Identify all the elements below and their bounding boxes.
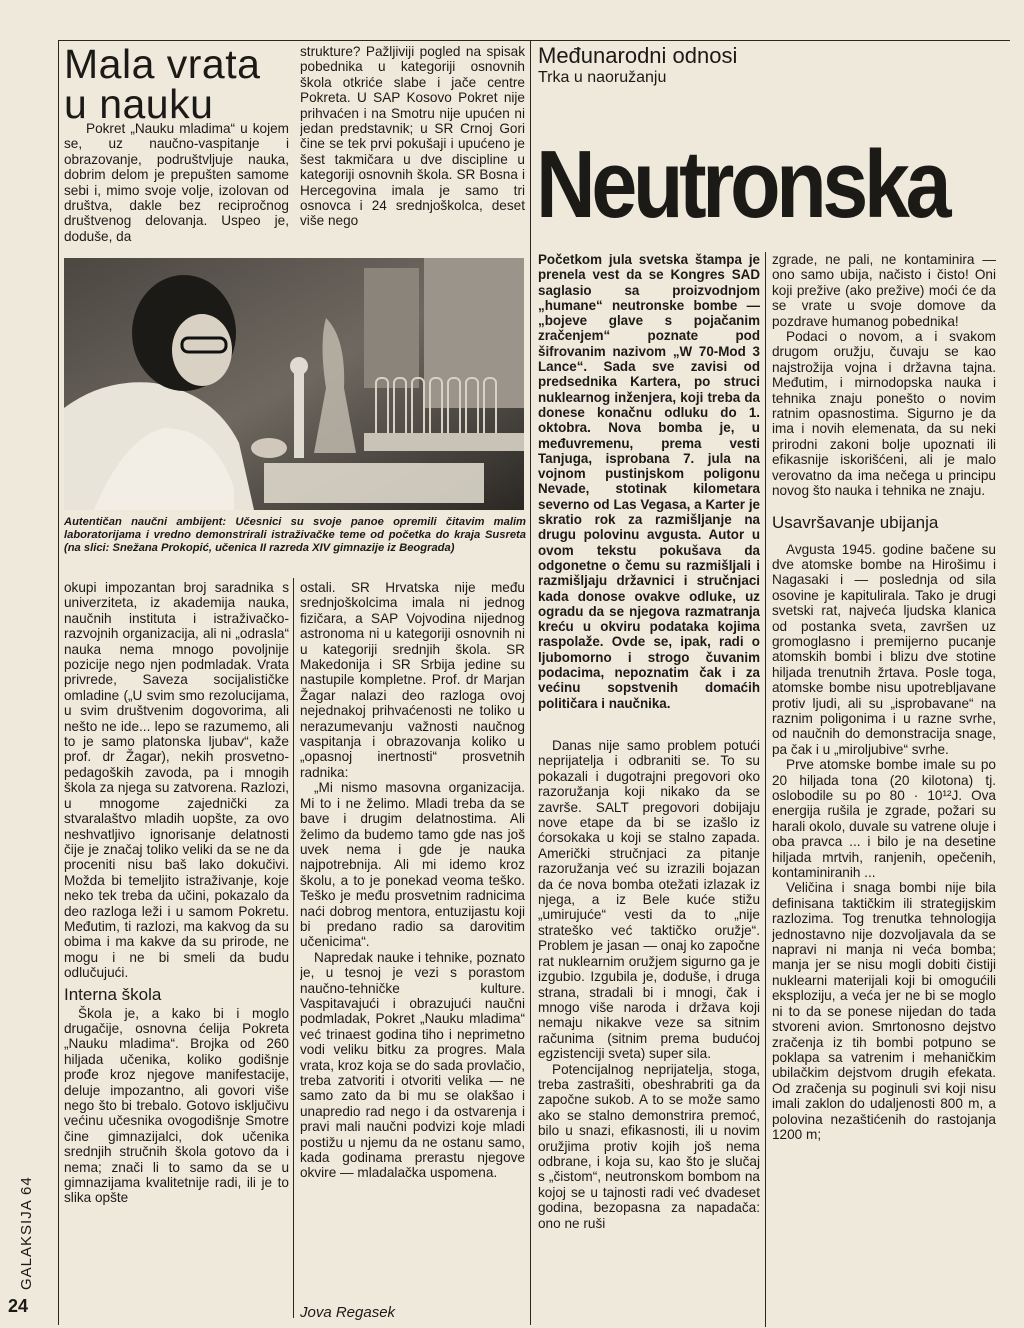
article-intro: [64, 121, 289, 251]
col4-paragraph-4: Prve atomske bombe imale su po 20 hiljada tona (20 kilotona) tj. oslobodile su po 80 · 10¹²J. Ova energija rušila je zgrade, požari su harali okolo, duvale su vatrene oluje i oba pravca ... i bilo je na desetine hiljada mrtvih, ranjenih, opečenih, kontaminiranih ...: [772, 757, 996, 881]
subsection-title: Trka u naoružanju: [538, 69, 667, 86]
column-rule: [293, 578, 294, 1318]
author-byline: Jova Regasek: [300, 1304, 396, 1321]
col2-top-paragraph: strukture? Pažljiviji pogled na spisak pobednika u kategoriji osnovnih škola otkriće slabe i jače centre Pokreta. U SAP Kosovo Pokret nije prihvaćen i na Smotru nije upućen ni jedan predstavnik; u SR Crnoj Gori čine se tek prvi pokušaji i upućeno je šest takmičara u dve discipline u kategoriji osnovnih škola. SR Bosna i Hercegovina imala je samo tri osnovca i 24 srednjoškolca, deset više nego: [300, 44, 525, 229]
col3-body: [538, 738, 760, 1324]
col4-paragraph-2: Podaci o novom, a i svakom drugom oružju, čuvaju se kao najstrožija vojna i državna tajna. Međutim, i mirnodopska nauka i tehnika znaju ponešto o novim ratnim opasnostima. Sigurno je da ima i novih elemenata, da su neki prirodni zakoni bolje upoznati ili efikasnije iskorišćeni, ali je malo verovatno da ima nečega u principu novog što nauka i tehnika ne znaju.: [772, 329, 996, 499]
col2-paragraph-1: ostali. SR Hrvatska nije među srednjoškolcima imala ni jednog fizičara, a SAP Vojvodina nijednog astronoma ni u kategoriji osnovnih ni u kategoriji srednjih škola. SR Makedonija i SR Srbija jedine su nastupile kompletne. Prof. dr Marjan Žagar nalazi deo razloga ovoj nejednakoj prihvaćenosti ne toliko u nerazumevanju važnosti naučnog vaspitanja i obrazovanja koliko u „opasnoj inertnosti“ prosvetnih radnika:: [300, 580, 525, 780]
col1-paragraph-2: Škola je, a kako bi i moglo drugačije, osnovna ćelija Pokreta „Nauku mladima“. Brojka od 260 hiljada učenika, koliko godišnje prođe kroz njegove manifestacije, deluje impozantno, ali govori više nego što bi trebalo. Gotovo isključivu većinu učesnika ovogodišnje Smotre čine gimnazijalci, dok učenika srednjih stručnih škola gotovo da i nema; znači li to samo da se u gimnazijama kvalitetnije radi, ili je to slika opšte: [64, 1005, 289, 1206]
col3-paragraph-1: Danas nije samo problem potući neprijatelja i odbraniti se. To su pokazali i dugotrajni pregovori oko razoružanja koji nikako da se završe. SALT pregovori dobijaju nove etape da bi se izašlo iz ćorsokaka u koji se stalno zapada. Američki stručnjaci za pitanje razoružanja već su izrazili bojazan da će nova bomba otežati izlazak iz njega, a iz Bele kuće stižu „umirujuće“ vesti da to „nije strateško već taktičko oružje“. Problem je jasan — onaj ko započne rat nuklearnim oružjem sigurno ga je izgubio. Izgubila je, doduše, i druga strana, stradali bi i mnogi, čak i mnogo više naroda i država koji nemaju nikakve veze sa sitnim računima (sitnim prema budućoj egzistenciji sveta) super sila.: [538, 738, 760, 1062]
col1-body: [64, 580, 289, 1324]
column-rule: [765, 252, 766, 1327]
col4-paragraph-5: Veličina i snaga bombi nije bila definisana taktičkim ili strategijskim razlozima. Tog trenutka tehnologija jednostavno nije dozvoljavala da se napravi ni manja ni veća bomba; manja jer se nisu mogli dobiti čistiji nuklearni materijali koji bi omogućili eksploziju, a veća jer ne bi se moglo ni to da se ponese nijedan do tada stvoreni avion. Smrtonosno dejstvo zračenja iz tih bombi potpuno se poklapa sa vatrenim i mehaničkim ubilačkim dejstvom drugih efekata. Od zračenja su poginuli svi koji nisu imali zaklon do udaljenosti 800 m, a polovina nezaštićenih do rastojanja 1200 m;: [772, 880, 996, 1142]
column-rule: [530, 40, 531, 1325]
col2-body: [300, 580, 525, 1300]
headline-neutronska: Neutronska: [536, 131, 948, 238]
col1-paragraph-1: okupi impozantan broj saradnika s univerziteta, iz akademija nauka, naučnih instituta i istraživačko-razvojnih organizacija, ali ni „odrasla“ nauka nema mnogo povoljnije pozicije nego njen podmladak. Vrata privrede, Saveza socijalističke omladine („U svim smo rezolucijama, u svim društvenim dogovorima, ali nešto ne ide... lepo se razumemo, ali to je samo platonska ljubav“, kaže prof. dr Žagar), nekih prosvetno-pedagoških zavoda, pa i mnogih škola za njega su zatvorena. Razlozi, u mnogome zajednički za stvaralaštvo mladih uopšte, za ovo neshvatljivo ignorisanje delatnosti čije je značaj toliko veliki da se ne da proceniti nisu baš lako dokučivi. Možda bi temeljito istraživanje, koje neko tek treba da učini, pokazalo da deo razloga leži i u samom Pokretu. Međutim, ti razlozi, ma kakvog da su obima i ma kakve da su prirode, ne mogu i ne bi smeli da budu odlučujući.: [64, 580, 289, 981]
article-title-line1: Mala vrata: [64, 41, 261, 87]
lab-photo: [64, 258, 524, 510]
section-title: Međunarodni odnosi: [538, 43, 738, 68]
intro-paragraph: Pokret „Nauku mladima“ u kojem se, uz naučno-vaspitanje i obrazovanje, podruštvljuje nauka, dobrim delom je prepušten samome sebi i, mimo svoje volje, izolovan od društva, dakle bez recipročnog društvenog delovanja. Uspeo je, doduše, da: [64, 121, 289, 244]
page-number: 24: [8, 1296, 29, 1316]
lab-photo-image: [64, 258, 524, 510]
article-lead: Početkom jula svetska štampa je prenela vest da se Kongres SAD saglasio sa proizvodnjom „humane“ neutronske bombe — „bojeve glave s pojačanim zračenjem“ poznate pod šifrovanim nazivom „W 70-Mod 3 Lance“. Sada sve zavisi od predsednika Kartera, po struci nuklearnog inženjera, koji treba da donese konačnu odluku do 1. oktobra. Nova bomba je, u međuvremenu, prema vesti Tanjuga, isprobana 7. jula na vojnom pustinjskom poligonu Nevade, stotinak kilometara severno od Las Vegasa, a Karter je skratio rok za razmišljanje na drugu polovinu avgusta. Autor u ovom tekstu pokušava da odgonetne o čemu su razmišljali i razmišljaju državnici i stručnjaci kada donose ovakve odluke, uz ogradu da se njegova razmatranja kreću u okviru podataka kojima raspolaže. Ovde se, ipak, radi o ljubomorno i strogo čuvanim podacima, nepoznatim čak i za većinu sopstvenih domaćih političara i naučnika.: [538, 252, 760, 711]
subhead-interna-skola: Interna škola: [64, 984, 162, 1004]
col4-paragraph-1: zgrade, ne pali, ne kontaminira — ono samo ubija, načisto i čisto! Oni koji prežive (ako preživе) moći će da se vrate u svoje domove da pozdrave humanog pobednika!: [772, 252, 996, 329]
column-rule: [58, 40, 59, 1325]
article-title-line2: u nauku: [64, 81, 214, 127]
magazine-name-vertical: GALAKSIJA 64: [18, 1176, 35, 1290]
col2-top-text: [300, 44, 525, 254]
subhead-usavrsavanje: Usavršavanje ubijanja: [772, 512, 939, 532]
section-header: [538, 44, 778, 87]
col4-paragraph-3: Avgusta 1945. godine bačene su dve atomske bombe na Hirošimu i Nagasaki i — poslednja od sila osovine je kapitulirala. Tako je drugi svetski rat, najveća ljudska klanica od postanka sveta, završen uz gromoglasno i premijerno pucanje atomskih bombi i blizu dve stotine hiljada trenutnih žrtava. Posle toga, atomske bombe nisu upotrebljavane protiv ljudi, ali su „isprobavane“ na raznim poligonima i u razne svrhe, od naučnih do demonstracija snage, pa čak i u „miroljubive“ svrhe.: [772, 541, 996, 757]
photo-caption: Autentičan naučni ambijent: Učesnici su svoje panoe opremili čitavim malim laboratorijama i vredno demonstrirali istraživačke teme od početka do kraja Susreta (na slici: Snežana Prokopić, učenica II razreda XIV gimnazije iz Beograda): [64, 516, 526, 554]
col2-paragraph-3: Napredak nauke i tehnike, poznato je, u tesnoj je vezi s porastom naučno-tehničke kulture. Vaspitavajući i obrazujući naučni podmladak, Pokret „Nauku mladima“ već trinaest godina tiho i neprimetno vodi veliku bitku za progres. Mala vrata, kroz koja se do sada provlačio, treba zatvoriti i otvoriti velika — ne samo zato da bi mu se olakšao i unapredio rad nego i da ostvarenja i pravi mali naučni podvizi koje mladi postižu u njemu da ne ostanu samo, kada godinama prerastu njegove okvire — mladalačka uspomena.: [300, 949, 525, 1181]
col3-paragraph-2: Potencijalnog neprijatelja, stoga, treba zastrašiti, obeshrabriti ga da započne sukob. A to se može samo ako se stalno demonstrira premoć, bilo u snazi, efikasnosti, ili u novim oružjima protiv kojih još nema odbrane, i koja su, kao što je slučaj s „čistom“, neutronskom bombom na kojoj se u tajnosti radi već dvadeset godina, bezopasna za napadača: ono ne ruši: [538, 1061, 760, 1231]
col4-body: [772, 252, 996, 1324]
col2-paragraph-2: „Mi nismo masovna organizacija. Mi to i ne želimo. Mladi treba da se bave i drugim delatnostima. Ali želimo da budemo tamo gde nas još uvek nema i gde je nauka najpotrebnija. Ali mi idemo kroz školu, a to je ponekad veoma teško. Teško je među prosvetnim radnicima naći dobrog mentora, entuzijastu koji bi predano radio sa darovitim učenicima“.: [300, 780, 525, 950]
header-rule: [530, 40, 1010, 41]
article-title: [64, 41, 289, 127]
